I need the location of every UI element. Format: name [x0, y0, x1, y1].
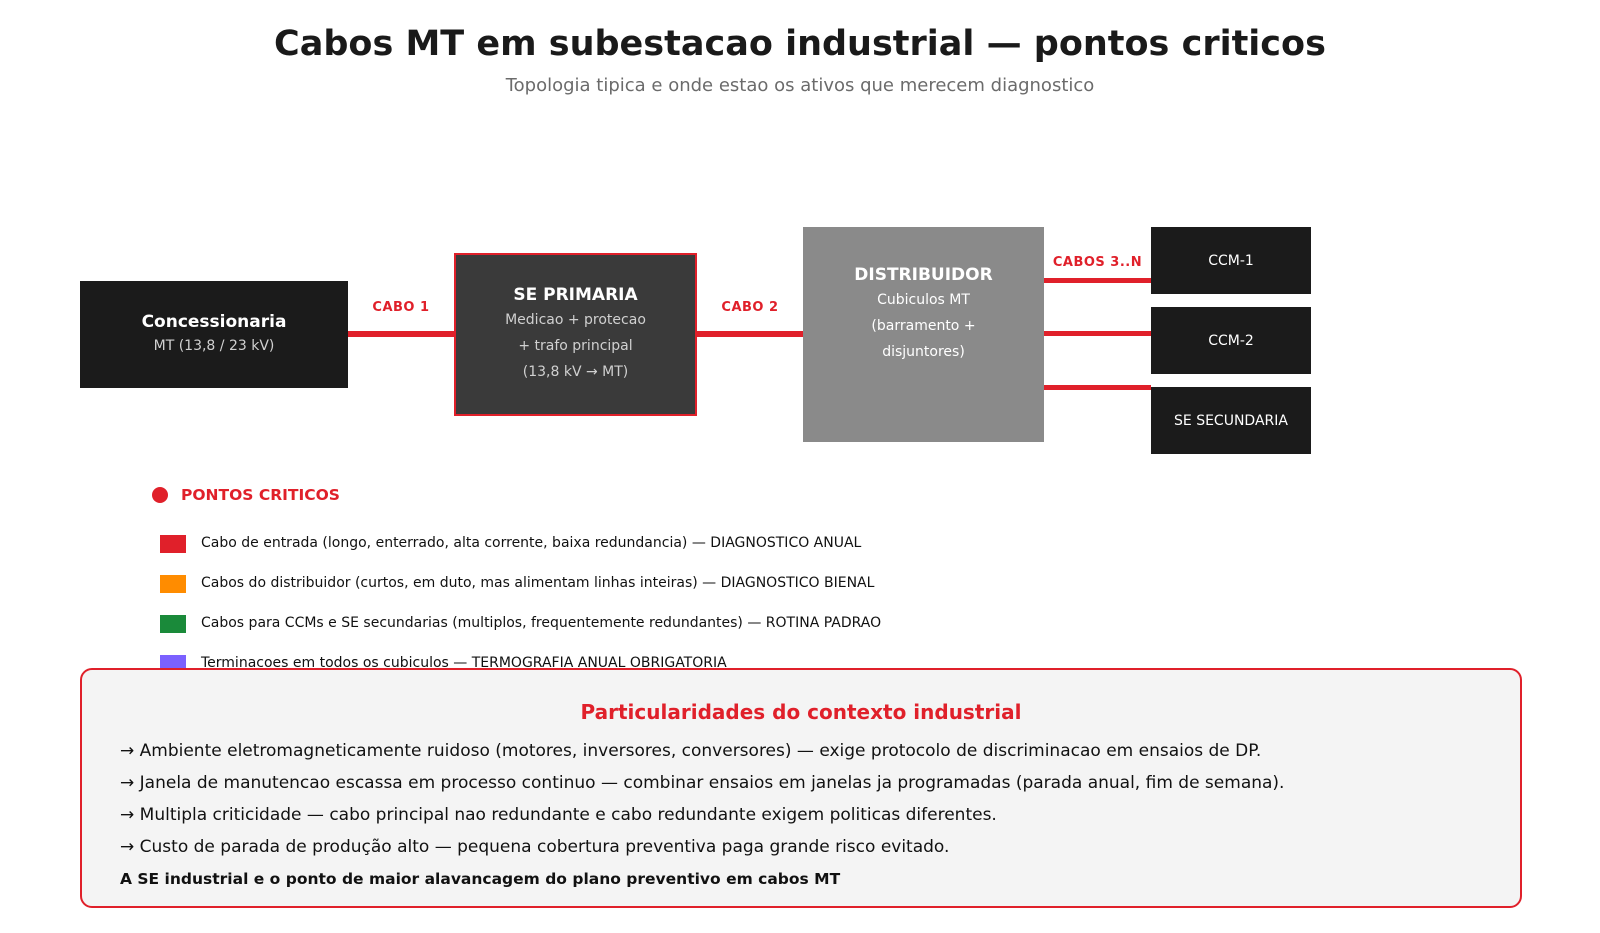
node-distribuidor-line-2: (barramento + [871, 318, 976, 334]
node-concessionaria-line: MT (13,8 / 23 kV) [153, 338, 275, 354]
cable-1-line [348, 331, 454, 337]
node-distribuidor-line-1: Cubiculos MT [877, 292, 970, 308]
page-title: Cabos MT em subestacao industrial — pontos criticos [274, 24, 1326, 64]
legend-item-1: Cabo de entrada (longo, enterrado, alta corrente, baixa redundancia) — DIAGNOSTICO ANUAL [201, 535, 862, 551]
node-concessionaria [80, 281, 348, 388]
node-se-secundaria: SE SECUNDARIA [1151, 387, 1311, 454]
legend-swatch-orange [160, 575, 186, 593]
node-distribuidor-line-3: disjuntores) [882, 344, 965, 360]
page-subtitle: Topologia tipica e onde estao os ativos que merecem diagnostico [505, 75, 1095, 96]
node-se-primaria-title: SE PRIMARIA [513, 285, 638, 305]
node-distribuidor [803, 227, 1044, 442]
cable-2-line [697, 331, 803, 337]
legend-bullet-icon [152, 487, 168, 503]
notes-title: Particularidades do contexto industrial [580, 700, 1022, 724]
node-distribuidor-title: DISTRIBUIDOR [854, 265, 993, 285]
notes-line-3: → Multipla criticidade — cabo principal nao redundante e cabo redundante exigem politicas diferentes. [120, 805, 997, 825]
node-se-primaria-line-1: Medicao + protecao [505, 312, 646, 328]
notes-line-4: → Custo de parada de produção alto — pequena cobertura preventiva paga grande risco evitado. [120, 837, 950, 857]
legend-item-2: Cabos do distribuidor (curtos, em duto, mas alimentam linhas inteiras) — DIAGNOSTICO BIENAL [201, 575, 875, 591]
node-se-primaria-line-2: + trafo principal [518, 338, 633, 354]
legend-item-3: Cabos para CCMs e SE secundarias (multiplos, frequentemente redundantes) — ROTINA PADRAO [201, 615, 882, 631]
notes-line-1: → Ambiente eletromagneticamente ruidoso (motores, inversores, conversores) — exige protocolo de discriminacao em ensaios de DP. [120, 741, 1262, 761]
cable-ccm2-line [1044, 331, 1151, 336]
legend-swatch-purple [160, 655, 186, 668]
cable-2-label: CABO 2 [721, 300, 779, 315]
node-ccm-1: CCM-1 [1151, 227, 1311, 294]
node-ccm-2: CCM-2 [1151, 307, 1311, 374]
legend [150, 480, 1050, 668]
node-se-primaria-line-3: (13,8 kV → MT) [522, 364, 629, 380]
cable-ccm1-line [1044, 278, 1151, 283]
cable-se-secundaria-line [1044, 385, 1151, 390]
legend-item-4: Terminacoes em todos os cubiculos — TERMOGRAFIA ANUAL OBRIGATORIA [201, 655, 727, 668]
node-se-primaria [454, 253, 697, 416]
notes-conclusion: A SE industrial e o ponto de maior alavancagem do plano preventivo em cabos MT [120, 870, 841, 888]
notes-panel [80, 668, 1522, 908]
notes-line-2: → Janela de manutencao escassa em processo continuo — combinar ensaios em janelas ja programadas (parada anual, fim de semana). [120, 773, 1285, 793]
node-concessionaria-title: Concessionaria [141, 312, 287, 332]
cable-1-label: CABO 1 [372, 300, 430, 315]
cables-3n-label: CABOS 3..N [1052, 255, 1143, 270]
legend-swatch-red [160, 535, 186, 553]
legend-swatch-green [160, 615, 186, 633]
legend-heading: PONTOS CRITICOS [181, 486, 340, 504]
